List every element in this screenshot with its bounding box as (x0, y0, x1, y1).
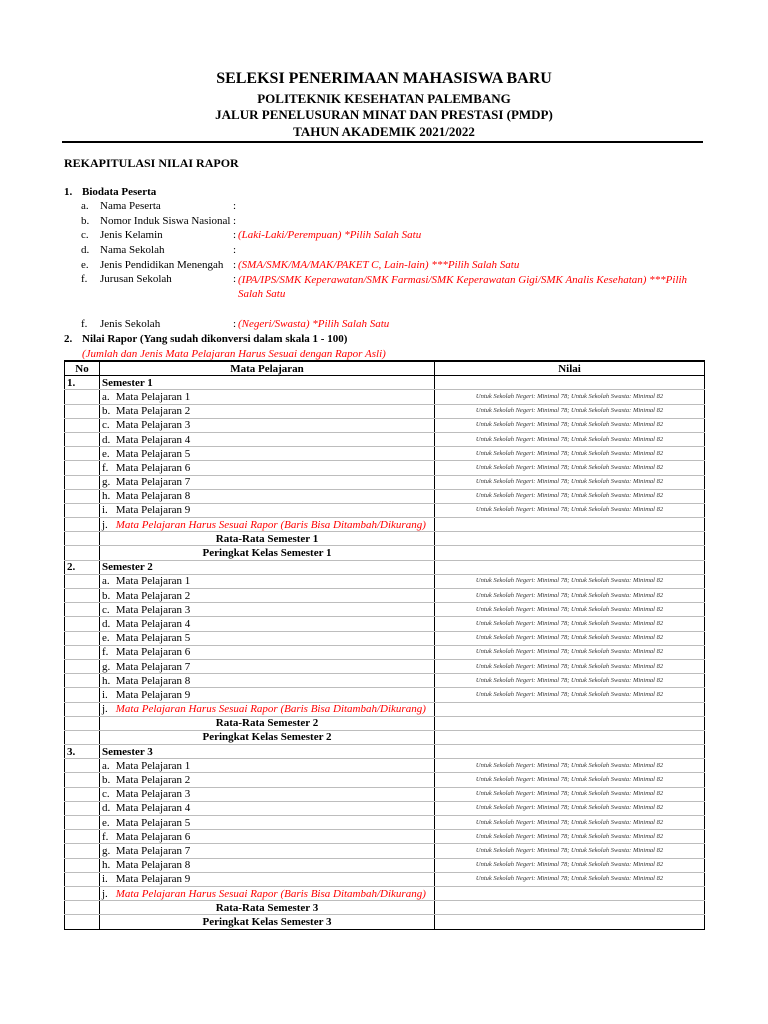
subject-name: Mata Pelajaran 3 (115, 419, 191, 432)
bio-label: Jenis Pendidikan Menengah (100, 259, 224, 271)
bio-colon: : (233, 200, 237, 212)
subject-letter: e. (102, 447, 110, 460)
no-cell (65, 886, 100, 900)
subject-name: Mata Pelajaran 5 (115, 632, 191, 645)
subject-cell (100, 447, 435, 461)
grade-input-cell[interactable]: Untuk Sekolah Negeri: Minimal 78; Untuk Sekolah Swasta: Minimal 82 (435, 418, 705, 432)
semester-number: 3. (65, 745, 100, 759)
no-cell (65, 617, 100, 631)
no-cell (65, 574, 100, 588)
no-cell (65, 872, 100, 886)
no-cell (65, 801, 100, 815)
no-cell (65, 816, 100, 830)
average-value-cell[interactable] (435, 532, 705, 546)
grade-input-cell[interactable] (435, 886, 705, 900)
subject-cell (100, 674, 435, 688)
subject-name: Mata Pelajaran 1 (115, 759, 191, 772)
column-header-value: Nilai (435, 361, 705, 376)
subject-cell (100, 858, 435, 872)
no-cell (65, 702, 100, 716)
bio-row-jenis-pendidikan (64, 259, 704, 273)
subject-cell (100, 574, 435, 588)
no-cell (65, 688, 100, 702)
subject-letter: b. (102, 589, 111, 602)
no-cell (65, 759, 100, 773)
subject-row (65, 390, 705, 404)
bio-row-jenis-sekolah (64, 318, 704, 332)
extra-subject-cell (100, 518, 435, 532)
grade-input-cell[interactable]: Untuk Sekolah Negeri: Minimal 78; Untuk Sekolah Swasta: Minimal 82 (435, 503, 705, 517)
page-title: REKAPITULASI NILAI RAPOR (64, 156, 239, 170)
section-2-note: (Jumlah dan Jenis Mata Pelajaran Harus Sesuai dengan Rapor Asli) (82, 348, 386, 360)
no-cell (65, 603, 100, 617)
grade-input-cell[interactable]: Untuk Sekolah Negeri: Minimal 78; Untuk Sekolah Swasta: Minimal 82 (435, 432, 705, 446)
extra-subject-cell (100, 702, 435, 716)
bio-colon: : (233, 259, 237, 271)
subject-letter: d. (102, 617, 111, 630)
subject-letter: f. (102, 461, 109, 474)
no-cell (65, 674, 100, 688)
no-cell (65, 631, 100, 645)
extra-subject-note: Mata Pelajaran Harus Sesuai Rapor (Baris Bisa Ditambah/Dikurang) (115, 887, 426, 900)
subject-row (65, 503, 705, 517)
subject-letter: c. (102, 603, 110, 616)
grade-input-cell[interactable]: Untuk Sekolah Negeri: Minimal 78; Untuk Sekolah Swasta: Minimal 82 (435, 688, 705, 702)
subject-name: Mata Pelajaran 9 (115, 688, 191, 701)
subject-letter: c. (102, 788, 110, 801)
rank-label: Peringkat Kelas Semester 2 (100, 730, 435, 744)
subject-name: Mata Pelajaran 7 (115, 844, 191, 857)
subject-row (65, 574, 705, 588)
subject-letter: b. (102, 774, 111, 787)
no-cell (65, 518, 100, 532)
subject-row (65, 787, 705, 801)
rank-value-cell[interactable] (435, 915, 705, 929)
subject-letter: e. (102, 816, 110, 829)
grade-input-cell[interactable]: Untuk Sekolah Negeri: Minimal 78; Untuk Sekolah Swasta: Minimal 82 (435, 489, 705, 503)
subject-letter: b. (102, 405, 111, 418)
bio-value[interactable]: (Negeri/Swasta) *Pilih Salah Satu (238, 318, 390, 330)
subject-cell (100, 418, 435, 432)
no-cell (65, 844, 100, 858)
semester-number: 2. (65, 560, 100, 574)
rank-row (65, 546, 705, 560)
semester-label: Semester 2 (100, 560, 435, 574)
subject-letter: d. (102, 802, 111, 815)
grade-input-cell[interactable]: Untuk Sekolah Negeri: Minimal 78; Untuk Sekolah Swasta: Minimal 82 (435, 574, 705, 588)
bio-value[interactable]: (Laki-Laki/Perempuan) *Pilih Salah Satu (238, 229, 422, 241)
subject-cell (100, 759, 435, 773)
bio-label: Nama Peserta (100, 200, 161, 212)
subject-name: Mata Pelajaran 7 (115, 660, 191, 673)
subject-letter: f. (102, 830, 109, 843)
subject-cell (100, 489, 435, 503)
subject-row (65, 631, 705, 645)
bio-colon: : (233, 244, 237, 256)
header-divider (62, 141, 703, 143)
subject-row (65, 801, 705, 815)
grade-input-cell[interactable]: Untuk Sekolah Negeri: Minimal 78; Untuk Sekolah Swasta: Minimal 82 (435, 589, 705, 603)
subject-row (65, 759, 705, 773)
no-cell (65, 915, 100, 929)
rank-label: Peringkat Kelas Semester 1 (100, 546, 435, 560)
no-cell (65, 858, 100, 872)
subject-name: Mata Pelajaran 8 (115, 490, 191, 503)
subject-cell (100, 830, 435, 844)
subject-row (65, 589, 705, 603)
semester-value-cell (435, 560, 705, 574)
grade-input-cell[interactable]: Untuk Sekolah Negeri: Minimal 78; Untuk Sekolah Swasta: Minimal 82 (435, 617, 705, 631)
subject-letter: a. (102, 390, 110, 403)
average-label: Rata-Rata Semester 2 (100, 716, 435, 730)
bio-letter: e. (81, 259, 89, 271)
grade-input-cell[interactable]: Untuk Sekolah Negeri: Minimal 78; Untuk Sekolah Swasta: Minimal 82 (435, 674, 705, 688)
grade-input-cell[interactable] (435, 518, 705, 532)
subject-name: Mata Pelajaran 8 (115, 859, 191, 872)
no-cell (65, 503, 100, 517)
subject-row (65, 432, 705, 446)
bio-letter: f. (81, 318, 88, 330)
subject-cell (100, 844, 435, 858)
no-cell (65, 489, 100, 503)
subject-cell (100, 432, 435, 446)
bio-colon: : (233, 273, 237, 285)
bio-colon: : (233, 215, 237, 227)
grade-input-cell[interactable]: Untuk Sekolah Negeri: Minimal 78; Untuk Sekolah Swasta: Minimal 82 (435, 404, 705, 418)
subject-cell (100, 404, 435, 418)
subject-name: Mata Pelajaran 5 (115, 816, 191, 829)
rank-value-cell[interactable] (435, 730, 705, 744)
no-cell (65, 404, 100, 418)
no-cell (65, 432, 100, 446)
subject-row (65, 447, 705, 461)
average-label: Rata-Rata Semester 3 (100, 901, 435, 915)
subject-name: Mata Pelajaran 2 (115, 589, 191, 602)
subject-name: Mata Pelajaran 9 (115, 504, 191, 517)
no-cell (65, 461, 100, 475)
subject-cell (100, 603, 435, 617)
average-row (65, 901, 705, 915)
subject-name: Mata Pelajaran 6 (115, 830, 191, 843)
section-2-number: 2. (64, 333, 73, 345)
subject-name: Mata Pelajaran 6 (115, 646, 191, 659)
bio-row-jurusan (64, 273, 704, 303)
rank-label: Peringkat Kelas Semester 3 (100, 915, 435, 929)
rank-value-cell[interactable] (435, 546, 705, 560)
no-cell (65, 787, 100, 801)
subject-name: Mata Pelajaran 4 (115, 433, 191, 446)
subject-row (65, 844, 705, 858)
subject-row (65, 830, 705, 844)
column-header-subject: Mata Pelajaran (100, 361, 435, 376)
semester-label: Semester 3 (100, 745, 435, 759)
grade-input-cell[interactable]: Untuk Sekolah Negeri: Minimal 78; Untuk Sekolah Swasta: Minimal 82 (435, 390, 705, 404)
no-cell (65, 546, 100, 560)
subject-cell (100, 617, 435, 631)
bio-letter: b. (81, 215, 90, 227)
subject-row (65, 461, 705, 475)
grade-input-cell[interactable]: Untuk Sekolah Negeri: Minimal 78; Untuk Sekolah Swasta: Minimal 82 (435, 461, 705, 475)
grade-input-cell[interactable]: Untuk Sekolah Negeri: Minimal 78; Untuk Sekolah Swasta: Minimal 82 (435, 603, 705, 617)
grade-input-cell[interactable]: Untuk Sekolah Negeri: Minimal 78; Untuk Sekolah Swasta: Minimal 82 (435, 773, 705, 787)
extra-subject-row (65, 702, 705, 716)
no-cell (65, 589, 100, 603)
subject-letter: i. (102, 504, 108, 517)
subject-letter: g. (102, 660, 111, 673)
grade-input-cell[interactable]: Untuk Sekolah Negeri: Minimal 78; Untuk Sekolah Swasta: Minimal 82 (435, 475, 705, 489)
subject-cell (100, 461, 435, 475)
bio-letter: c. (81, 229, 89, 241)
subject-letter: a. (102, 575, 110, 588)
subject-letter: i. (102, 873, 108, 886)
bio-row-jenis-kelamin (64, 229, 704, 243)
subject-name: Mata Pelajaran 2 (115, 774, 191, 787)
average-label: Rata-Rata Semester 1 (100, 532, 435, 546)
header-line-1: SELEKSI PENERIMAAN MAHASISWA BARU (216, 70, 552, 87)
extra-subject-note: Mata Pelajaran Harus Sesuai Rapor (Baris Bisa Ditambah/Dikurang) (115, 518, 426, 531)
no-cell (65, 532, 100, 546)
bio-label: Jenis Kelamin (100, 229, 163, 241)
section-1-title: Biodata Peserta (82, 186, 157, 198)
subject-row (65, 674, 705, 688)
subject-letter: h. (102, 490, 111, 503)
subject-row (65, 603, 705, 617)
bio-letter: f. (81, 273, 88, 285)
subject-name: Mata Pelajaran 1 (115, 390, 191, 403)
no-cell (65, 475, 100, 489)
no-cell (65, 447, 100, 461)
bio-label: Nama Sekolah (100, 244, 165, 256)
subject-letter: j. (102, 703, 108, 716)
grade-input-cell[interactable]: Untuk Sekolah Negeri: Minimal 78; Untuk Sekolah Swasta: Minimal 82 (435, 645, 705, 659)
subject-cell (100, 659, 435, 673)
subject-name: Mata Pelajaran 2 (115, 405, 191, 418)
grade-input-cell[interactable]: Untuk Sekolah Negeri: Minimal 78; Untuk Sekolah Swasta: Minimal 82 (435, 631, 705, 645)
subject-cell (100, 475, 435, 489)
subject-row (65, 773, 705, 787)
bio-label: Jenis Sekolah (100, 318, 161, 330)
subject-row (65, 645, 705, 659)
subject-cell (100, 787, 435, 801)
subject-name: Mata Pelajaran 4 (115, 802, 191, 815)
subject-letter: i. (102, 688, 108, 701)
subject-cell (100, 688, 435, 702)
section-1-number: 1. (64, 186, 73, 198)
subject-cell (100, 631, 435, 645)
subject-row (65, 659, 705, 673)
no-cell (65, 830, 100, 844)
subject-row (65, 858, 705, 872)
grade-input-cell[interactable]: Untuk Sekolah Negeri: Minimal 78; Untuk Sekolah Swasta: Minimal 82 (435, 787, 705, 801)
bio-value[interactable]: (IPA/IPS/SMK Keperawatan/SMK Farmasi/SMK Keperawatan Gigi/SMK Analis Kesehatan) ***Pilih Salah Satu (238, 274, 688, 300)
column-header-no: No (65, 361, 100, 376)
bio-colon: : (233, 229, 237, 241)
bio-row-nisn (64, 215, 704, 229)
subject-letter: h. (102, 674, 111, 687)
extra-subject-note: Mata Pelajaran Harus Sesuai Rapor (Baris Bisa Ditambah/Dikurang) (115, 703, 426, 716)
subject-name: Mata Pelajaran 3 (115, 603, 191, 616)
bio-letter: a. (81, 200, 89, 212)
extra-subject-row (65, 886, 705, 900)
subject-name: Mata Pelajaran 6 (115, 461, 191, 474)
subject-letter: a. (102, 759, 110, 772)
no-cell (65, 730, 100, 744)
subject-cell (100, 872, 435, 886)
semester-header-row (65, 745, 705, 759)
average-value-cell[interactable] (435, 716, 705, 730)
grade-input-cell[interactable]: Untuk Sekolah Negeri: Minimal 78; Untuk Sekolah Swasta: Minimal 82 (435, 844, 705, 858)
subject-letter: f. (102, 646, 109, 659)
subject-row (65, 489, 705, 503)
average-row (65, 532, 705, 546)
semester-number: 1. (65, 376, 100, 390)
header-line-4: TAHUN AKADEMIK 2021/2022 (293, 124, 475, 139)
subject-letter: d. (102, 433, 111, 446)
subject-row (65, 816, 705, 830)
grade-input-cell[interactable]: Untuk Sekolah Negeri: Minimal 78; Untuk Sekolah Swasta: Minimal 82 (435, 659, 705, 673)
grade-input-cell[interactable]: Untuk Sekolah Negeri: Minimal 78; Untuk Sekolah Swasta: Minimal 82 (435, 447, 705, 461)
average-value-cell[interactable] (435, 901, 705, 915)
semester-value-cell (435, 376, 705, 390)
subject-cell (100, 816, 435, 830)
grade-input-cell[interactable]: Untuk Sekolah Negeri: Minimal 78; Untuk Sekolah Swasta: Minimal 82 (435, 872, 705, 886)
no-cell (65, 659, 100, 673)
no-cell (65, 716, 100, 730)
subject-letter: c. (102, 419, 110, 432)
header-line-2: POLITEKNIK KESEHATAN PALEMBANG (257, 91, 511, 106)
subject-cell (100, 390, 435, 404)
subject-row (65, 617, 705, 631)
subject-letter: h. (102, 859, 111, 872)
subject-name: Mata Pelajaran 7 (115, 476, 191, 489)
no-cell (65, 645, 100, 659)
extra-subject-cell (100, 886, 435, 900)
subject-row (65, 404, 705, 418)
grade-input-cell[interactable]: Untuk Sekolah Negeri: Minimal 78; Untuk Sekolah Swasta: Minimal 82 (435, 858, 705, 872)
header-line-3: JALUR PENELUSURAN MINAT DAN PRESTASI (PMDP) (215, 107, 553, 122)
bio-colon: : (233, 318, 237, 330)
subject-row (65, 418, 705, 432)
grades-table (64, 360, 705, 930)
semester-label: Semester 1 (100, 376, 435, 390)
rank-row (65, 730, 705, 744)
rank-row (65, 915, 705, 929)
grade-input-cell[interactable]: Untuk Sekolah Negeri: Minimal 78; Untuk Sekolah Swasta: Minimal 82 (435, 830, 705, 844)
semester-header-row (65, 376, 705, 390)
bio-row-nama-peserta (64, 200, 704, 214)
subject-letter: e. (102, 632, 110, 645)
semester-header-row (65, 560, 705, 574)
average-row (65, 716, 705, 730)
subject-row (65, 475, 705, 489)
subject-letter: g. (102, 476, 111, 489)
bio-value[interactable]: (SMA/SMK/MA/MAK/PAKET C, Lain-lain) ***Pilih Salah Satu (238, 259, 520, 271)
no-cell (65, 773, 100, 787)
section-2-title: Nilai Rapor (Yang sudah dikonversi dalam skala 1 - 100) (82, 333, 348, 345)
subject-cell (100, 503, 435, 517)
bio-label: Nomor Induk Siswa Nasional (100, 215, 231, 227)
grade-input-cell[interactable]: Untuk Sekolah Negeri: Minimal 78; Untuk Sekolah Swasta: Minimal 82 (435, 759, 705, 773)
bio-label: Jurusan Sekolah (100, 273, 172, 285)
subject-name: Mata Pelajaran 3 (115, 788, 191, 801)
subject-cell (100, 589, 435, 603)
grade-input-cell[interactable]: Untuk Sekolah Negeri: Minimal 78; Untuk Sekolah Swasta: Minimal 82 (435, 816, 705, 830)
no-cell (65, 901, 100, 915)
subject-name: Mata Pelajaran 9 (115, 873, 191, 886)
subject-name: Mata Pelajaran 1 (115, 575, 191, 588)
bio-letter: d. (81, 244, 90, 256)
subject-row (65, 688, 705, 702)
no-cell (65, 390, 100, 404)
grade-input-cell[interactable] (435, 702, 705, 716)
subject-cell (100, 645, 435, 659)
subject-row (65, 872, 705, 886)
table-header-row (65, 361, 705, 376)
subject-name: Mata Pelajaran 5 (115, 447, 191, 460)
subject-letter: g. (102, 844, 111, 857)
bio-row-nama-sekolah (64, 244, 704, 258)
semester-value-cell (435, 745, 705, 759)
subject-letter: j. (102, 887, 108, 900)
grade-input-cell[interactable]: Untuk Sekolah Negeri: Minimal 78; Untuk Sekolah Swasta: Minimal 82 (435, 801, 705, 815)
subject-name: Mata Pelajaran 4 (115, 617, 191, 630)
no-cell (65, 418, 100, 432)
subject-name: Mata Pelajaran 8 (115, 674, 191, 687)
subject-cell (100, 773, 435, 787)
subject-cell (100, 801, 435, 815)
extra-subject-row (65, 518, 705, 532)
subject-letter: j. (102, 518, 108, 531)
